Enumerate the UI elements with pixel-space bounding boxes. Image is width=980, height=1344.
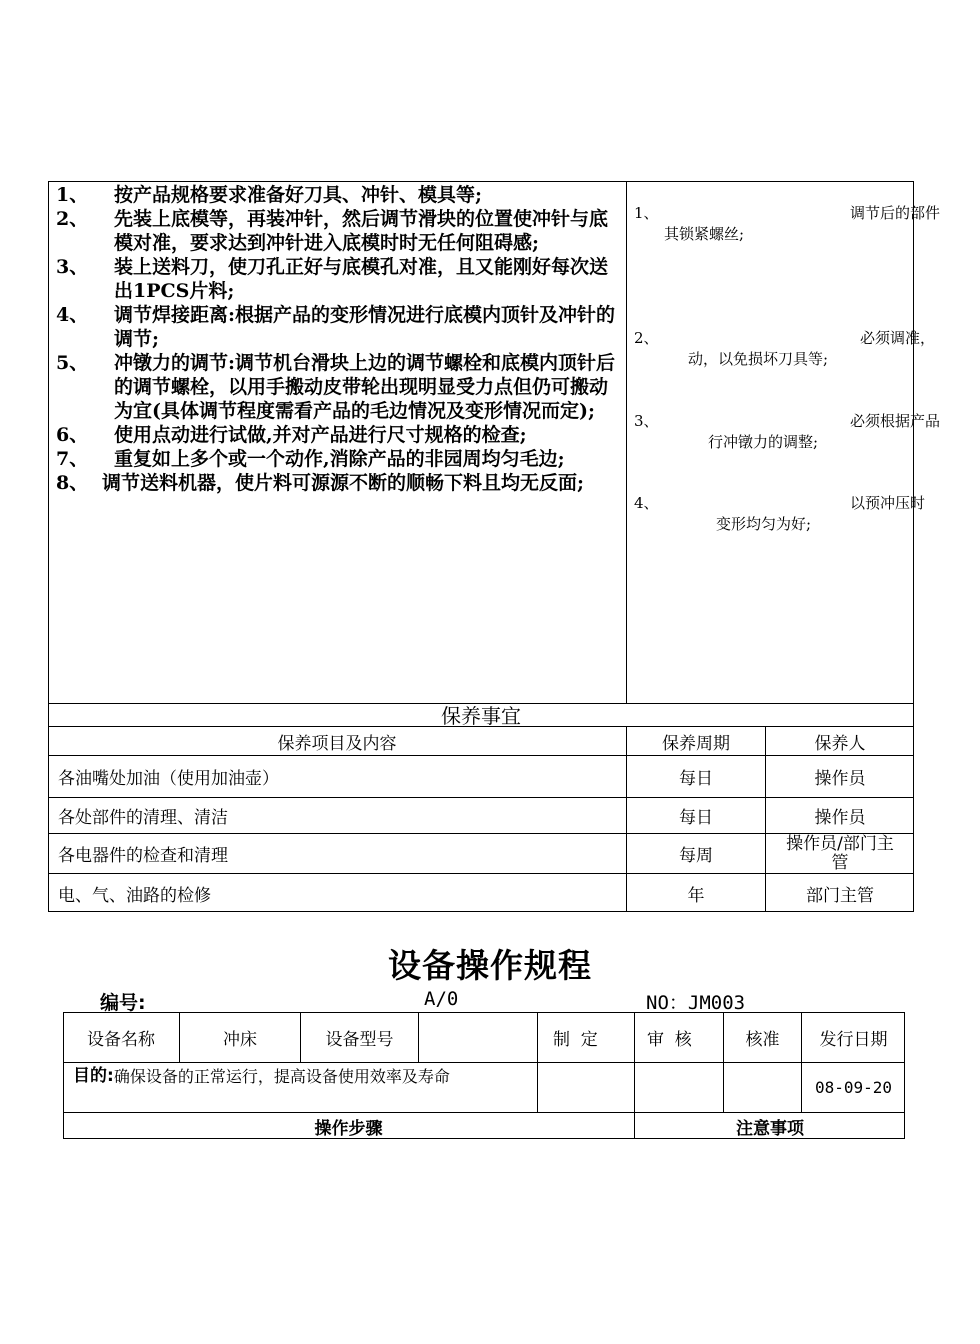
step-text: 装上送料刀，使刀孔正好与底模孔对准，且又能刚好每次送出1PCS片料;	[114, 256, 609, 302]
note-text: 动，以免损坏刀具等;	[688, 350, 829, 368]
step-text: 调节焊接距离:根据产品的变形情况进行底模内顶针及冲针的调节;	[114, 304, 616, 350]
model-value	[419, 1012, 538, 1063]
step-item	[56, 471, 626, 495]
maintenance-person: 操作员	[766, 798, 914, 834]
step-number: 7、	[56, 448, 89, 470]
steps-header: 操作步骤	[63, 1113, 635, 1139]
procedure-table	[48, 181, 941, 912]
reviewed-by-label: 审 核	[635, 1012, 724, 1063]
maintenance-person: 部门主管	[806, 885, 874, 906]
step-text: 使用点动进行试做,并对产品进行尺寸规格的检查;	[114, 424, 527, 446]
maintenance-cycle: 每周	[627, 834, 766, 874]
note-text: 必须根据产品	[850, 412, 941, 430]
notes-header: 注意事项	[736, 1118, 804, 1139]
reviewed-by-value	[635, 1063, 724, 1113]
step-item	[56, 447, 626, 471]
step-number: 6、	[56, 424, 89, 446]
step-text: 调节送料机器，使片料可源源不断的顺畅下料且均无反面;	[102, 472, 585, 494]
step-item	[56, 255, 626, 303]
step-number: 3、	[56, 256, 89, 278]
maintenance-item: 电、气、油路的检修	[48, 874, 627, 912]
maintenance-cycle: 每日	[627, 756, 766, 798]
purpose-label: 目的:	[73, 1066, 114, 1086]
made-by-value	[538, 1063, 635, 1113]
maintenance-item: 各处部件的清理、清洁	[48, 798, 627, 834]
device-name-label: 设备名称	[63, 1012, 180, 1063]
approved-by-label: 核准	[724, 1012, 802, 1063]
step-number: 2、	[56, 208, 89, 230]
notes-column	[626, 181, 941, 703]
step-item	[56, 423, 626, 447]
maintenance-cycle: 每日	[627, 798, 766, 834]
number-label: 编号:	[100, 992, 146, 1014]
note-text: 必须调准，	[860, 329, 936, 347]
step-number: 8、	[56, 472, 89, 494]
document-number: NO：JM003	[646, 992, 746, 1014]
step-text: 冲镦力的调节:调节机台滑块上边的调节螺栓和底模内顶针后的调节螺栓，以用手搬动皮带轮出现明显受力点但仍可搬动为宜(具体调节程度需看产品的毛边情况及变形情况而定);	[114, 352, 616, 422]
approved-by-value	[724, 1063, 802, 1113]
header-item: 保养项目及内容	[48, 727, 627, 756]
maintenance-person: 操作员/部门主管	[766, 834, 914, 874]
maintenance-item: 各油嘴处加油（使用加油壶）	[48, 756, 627, 798]
step-text: 按产品规格要求准备好刀具、冲针、模具等;	[114, 184, 483, 206]
purpose-cell	[63, 1063, 538, 1113]
step-item	[56, 351, 626, 423]
version-text: A/0	[424, 988, 459, 1010]
header-person: 保养人	[766, 727, 914, 756]
made-by-label: 制 定	[538, 1012, 635, 1063]
step-number: 1、	[56, 184, 89, 206]
document-title: 设备操作规程	[388, 946, 592, 985]
maintenance-item: 各电器件的检查和清理	[48, 834, 627, 874]
issue-date-value: 08-09-20	[802, 1063, 905, 1113]
step-item	[56, 303, 626, 351]
note-text: 调节后的部件	[850, 204, 941, 222]
note-text: 以预冲压时	[850, 494, 926, 512]
note-number: 1、	[634, 204, 659, 222]
step-item	[56, 207, 626, 255]
model-label: 设备型号	[301, 1012, 419, 1063]
maintenance-title: 保养事宜	[48, 703, 914, 727]
step-number: 5、	[56, 352, 89, 374]
step-item	[56, 183, 626, 207]
device-name-value: 冲床	[180, 1012, 301, 1063]
note-text: 其锁紧螺丝;	[664, 225, 745, 243]
note-number: 4、	[634, 494, 659, 512]
note-text: 变形均匀为好;	[716, 515, 812, 533]
note-number: 2、	[634, 329, 659, 347]
operation-steps	[56, 183, 626, 495]
purpose-text: 确保设备的正常运行，提高设备使用效率及寿命	[113, 1067, 450, 1086]
step-number: 4、	[56, 304, 89, 326]
header-info-table	[63, 1012, 905, 1139]
note-text: 行冲镦力的调整;	[708, 433, 819, 451]
maintenance-person: 操作员	[766, 756, 914, 798]
header-cycle: 保养周期	[627, 727, 766, 756]
step-text: 重复如上多个或一个动作,消除产品的非园周均匀毛边;	[114, 448, 565, 470]
issue-date-label: 发行日期	[802, 1012, 905, 1063]
step-text: 先装上底模等，再装冲针，然后调节滑块的位置使冲针与底模对准，要求达到冲针进入底模时时无任何阻碍感;	[114, 208, 609, 254]
maintenance-cycle: 年	[627, 874, 766, 912]
note-number: 3、	[634, 412, 659, 430]
